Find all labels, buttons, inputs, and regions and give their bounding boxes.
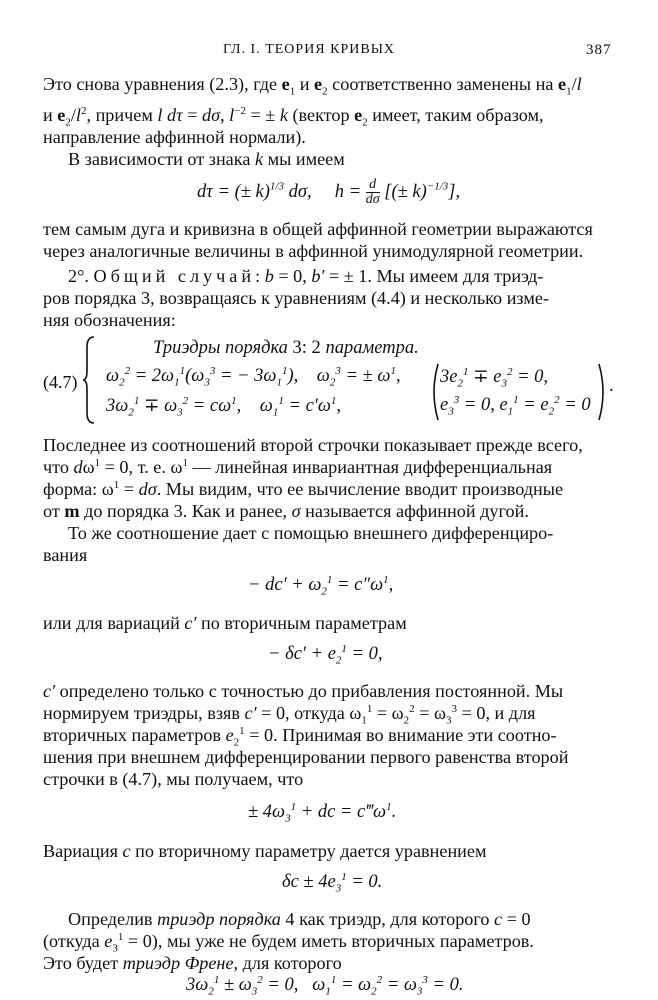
formula: dτ = (± k)$^{1/3}$ dσ, h = $\frac{d}{d\sigma}$ [(± k)$^{-1/3}$], bbox=[197, 177, 461, 207]
paragraph-line: от m до порядка 3. Как и ранее, σ называется аффинной дугой. bbox=[43, 501, 529, 521]
formula: $3\omega_2^1 \mp \omega_3^2 = c\omega^1$, $\omega_1^1 = c'\omega^1$, bbox=[106, 394, 342, 419]
paragraph-line: вторичных параметров $e_2^1 = 0$. Принимая во внимание эти соотно- bbox=[43, 724, 557, 749]
paragraph-line: вания bbox=[43, 545, 88, 565]
formula: $e_3^3 = 0$, $e_1^1 = e_2^2 = 0$ bbox=[440, 393, 591, 418]
paragraph-line: 2°. Общий случай: b = 0, b′ = ± 1. Мы имеем для триэд- bbox=[68, 266, 544, 286]
paragraph-line: ров порядка 3, возвращаясь к уравнениям (4.4) и несколько изме- bbox=[43, 288, 549, 308]
formula: $3e_2^1 \mp e_3^2 = 0$, bbox=[440, 365, 549, 390]
paragraph-line: Последнее из соотношений второй строчки показывает прежде всего, bbox=[43, 435, 583, 455]
right-paren-icon bbox=[597, 362, 609, 422]
paragraph-line: что $d\omega^1 = 0$, т. е. $\omega^1$ — линейная инвариантная дифференциальная bbox=[43, 456, 553, 477]
paragraph-line: или для вариаций c′ по вторичным параметрам bbox=[43, 613, 407, 633]
paragraph-line: через аналогичные величины в аффинной унимодулярной геометрии. bbox=[43, 241, 584, 261]
paragraph-line: В зависимости от знака k мы имеем bbox=[68, 149, 345, 169]
page-number: 387 bbox=[586, 42, 612, 58]
paragraph-line: (откуда $e_3^1 = 0$), мы уже не будем иметь вторичных параметров. bbox=[43, 930, 534, 955]
paragraph-line: Это снова уравнения (2.3), где $e_1$ и $e_2$ соответственно заменены на $e_1/l$ bbox=[43, 74, 582, 98]
formula: ± $4\omega_3^1$ + dc = $c‴\omega^1$. bbox=[248, 800, 397, 825]
formula: − $\delta c' + e_2^1 = 0$, bbox=[268, 642, 383, 667]
paragraph-line: То же соотношение дает с помощью внешнего дифференциро- bbox=[68, 523, 554, 543]
formula: $\delta c \pm 4e_3^1 = 0$. bbox=[282, 870, 383, 895]
paragraph-line: форма: $\omega^1 = d\sigma$. Мы видим, что ее вычисление вводит производные bbox=[43, 478, 564, 499]
paragraph-line: тем самым дуга и кривизна в общей аффинной геометрии выражаются bbox=[43, 219, 593, 239]
paragraph-line: c′ определено только с точностью до прибавления постоянной. Мы bbox=[43, 681, 564, 701]
paragraph-line: нормируем триэдры, взяв c′ = 0, откуда $\omega_1^1 = \omega_2^2 = \omega_3^3 = 0$, и для bbox=[43, 702, 536, 727]
formula: $3\omega_2^1 \pm \omega_3^2 = 0$, $\omega_1^1 = \omega_2^2 = \omega_3^3 = 0$. bbox=[186, 973, 464, 998]
paragraph-line: шения при внешнем дифференцировании первого равенства второй bbox=[43, 747, 569, 767]
left-brace-icon bbox=[82, 335, 98, 425]
punctuation: . bbox=[609, 376, 614, 396]
paragraph-line: и $e_2/l^2$, причем l dτ = dσ, $l^{-2}$ = ± k (вектор $e_2$ имеет, таким образом, bbox=[43, 104, 544, 129]
paragraph-line: няя обозначения: bbox=[43, 310, 176, 330]
paragraph-line: Определив триэдр порядка 4 как триэдр, для которого c = 0 bbox=[68, 909, 531, 929]
paragraph-line: Это будет триэдр Френе, для которого bbox=[43, 953, 342, 973]
paragraph-line: Вариация c по вторичному параметру дается уравнением bbox=[43, 841, 487, 861]
paragraph-line: строчки в (4.7), мы получаем, что bbox=[43, 769, 304, 789]
paragraph-line: направление аффинной нормали). bbox=[43, 127, 306, 147]
equation-label: (4.7) bbox=[43, 372, 78, 392]
formula: − $dc' + \omega_2^1 = c''\omega^1$, bbox=[248, 573, 394, 598]
system-title: Триэдры порядка 3: 2 параметра. bbox=[153, 338, 419, 358]
running-header: ГЛ. I. ТЕОРИЯ КРИВЫХ bbox=[223, 42, 396, 57]
left-paren-icon bbox=[428, 362, 440, 422]
formula: $\omega_2^2 = 2\omega_1^1(\omega_3^3$ = − $3\omega_1^1$), $\omega_2^3$ = ± $\omega^1$, bbox=[106, 364, 401, 389]
